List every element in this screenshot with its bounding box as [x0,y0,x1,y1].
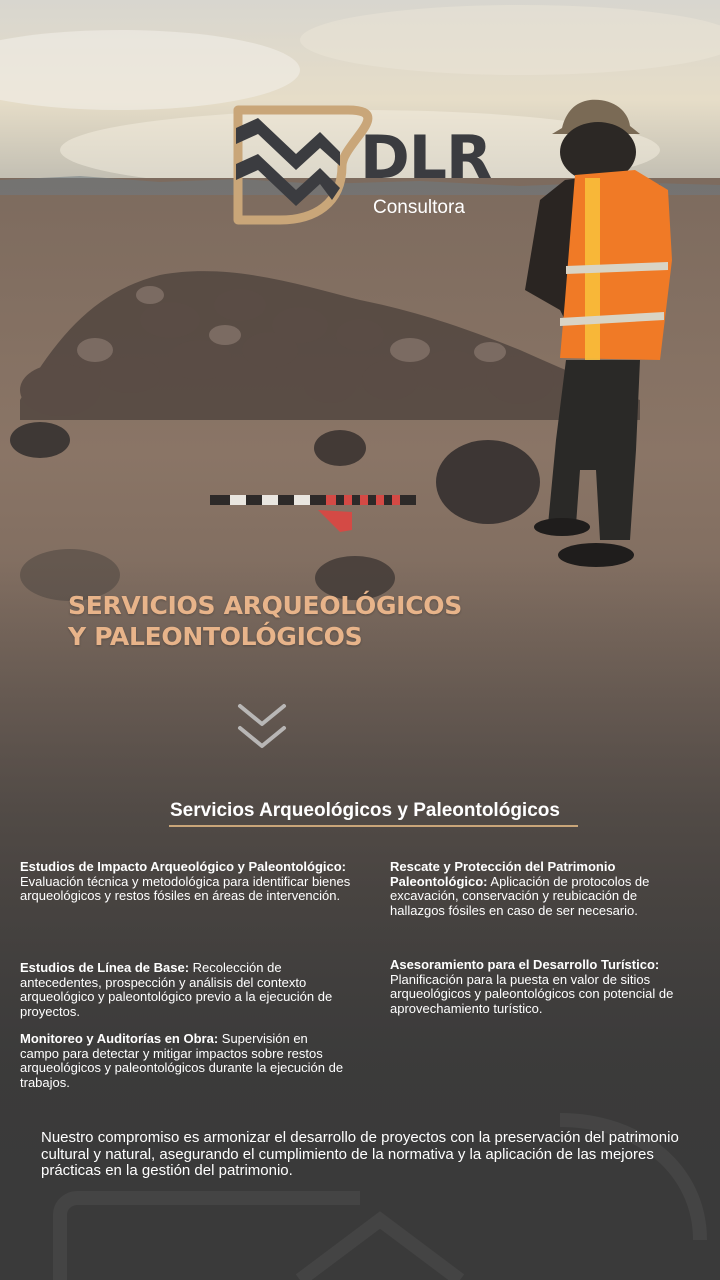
section-title: Servicios Arqueológicos y Paleontológicos [170,800,560,821]
section-underline [169,825,578,827]
footer-commitment-text: Nuestro compromiso es armonizar el desarrollo de proyectos con la preservación del patrimonio cultural y natural, asegurando el cumplimiento de la normativa y la aplicación de las mejores prácticas en la gestión del patrimonio. [41,1129,679,1179]
service-title: Asesoramiento para el Desarrollo Turístico: [390,957,660,972]
hero-title [68,590,462,652]
service-desc: Recolección de antecedentes, prospección y análisis del contexto arqueológico y paleontológico previo a la ejecución de proyectos. [20,960,333,1019]
service-desc: Evaluación técnica y metodológica para identificar bienes arqueológicos y restos fósiles en áreas de intervención. [20,873,351,903]
hero-title-line2: Y PALEONTOLÓGICOS [68,622,363,651]
brand-name: DLR [360,123,492,193]
service-title: Monitoreo y Auditorías en Obra: [20,1031,219,1046]
chevron-down-icon[interactable] [236,702,288,756]
service-desc: Planificación para la puesta en valor de sitios arqueológicos y paleontológicos con potencial de aprovechamiento turístico. [390,971,674,1016]
service-item [20,860,370,904]
service-title: Estudios de Impacto Arqueológico y Paleontológico: [20,859,346,874]
service-item [20,961,360,1019]
service-item [390,958,700,1016]
service-desc: Supervisión en campo para detectar y mitigar impactos sobre restos arqueológicos y paleontológicos durante la ejecución de trabajos. [20,1031,344,1090]
service-desc: Aplicación de protocolos de excavación, conservación y reubicación de hallazgos fósiles en caso de ser necesario. [390,873,650,918]
service-item [20,1032,350,1090]
service-title: Rescate y Protección del Patrimonio Paleontológico: [390,859,616,889]
service-item [390,860,680,918]
hero-title-line1: SERVICIOS ARQUEOLÓGICOS [68,591,462,620]
service-title: Estudios de Línea de Base: [20,960,190,975]
brand-subtitle: Consultora [373,197,465,218]
